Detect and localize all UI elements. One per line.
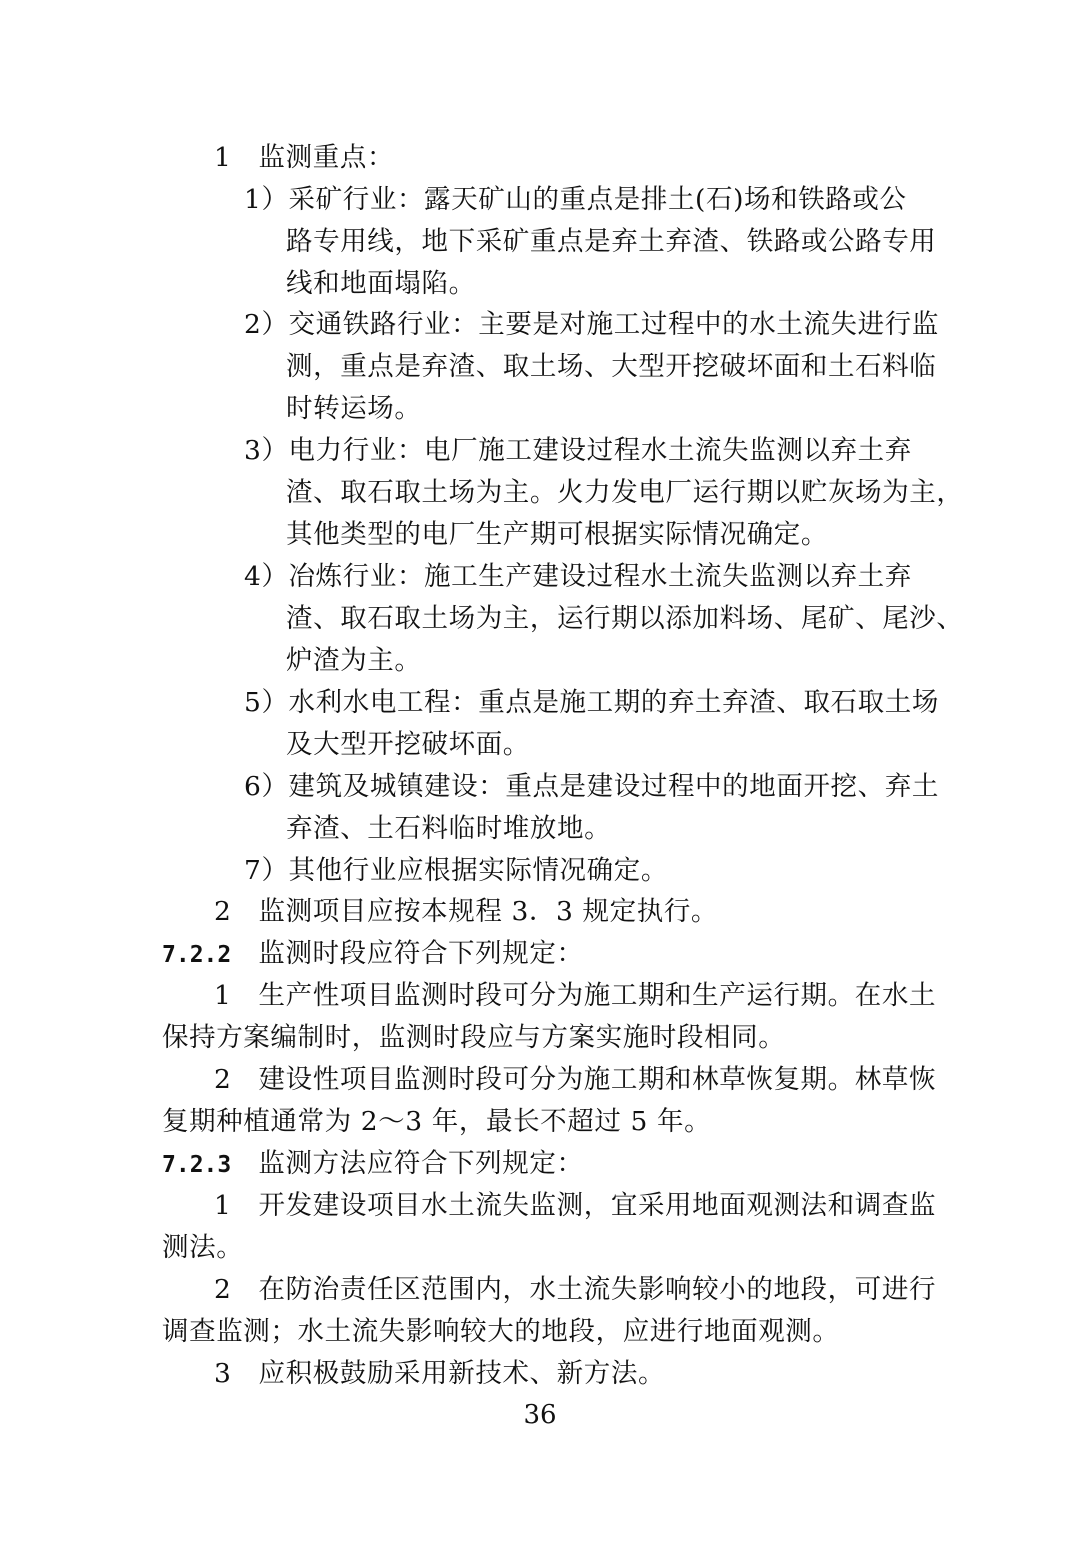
text-line: 5）水利水电工程：重点是施工期的弃土弃渣、取石取土场 bbox=[244, 687, 939, 718]
text-line: 渣、取石取土场为主。火力发电厂运行期以贮灰场为主， bbox=[286, 477, 964, 508]
section-title: 监测时段应符合下列规定： bbox=[258, 938, 584, 969]
text-line: 路专用线，地下采矿重点是弃土弃渣、铁路或公路专用 bbox=[286, 226, 937, 257]
text-line: 及大型开挖破坏面。 bbox=[286, 729, 530, 760]
section-heading bbox=[162, 935, 584, 973]
text-line: 3 应积极鼓励采用新技术、新方法。 bbox=[214, 1358, 666, 1389]
text-line: 测，重点是弃渣、取土场、大型开挖破坏面和土石料临 bbox=[286, 351, 937, 382]
text-line: 1 监测重点： bbox=[214, 142, 395, 173]
section-heading bbox=[162, 1145, 584, 1183]
text-line: 7）其他行业应根据实际情况确定。 bbox=[244, 855, 668, 886]
text-line: 4）冶炼行业：施工生产建设过程水土流失监测以弃土弃 bbox=[244, 561, 912, 592]
text-line: 1）采矿行业：露天矿山的重点是排土(石)场和铁路或公 bbox=[244, 184, 907, 215]
text-line: 2 建设性项目监测时段可分为施工期和林草恢复期。林草恢 bbox=[214, 1064, 937, 1095]
text-line: 3）电力行业：电厂施工建设过程水土流失监测以弃土弃 bbox=[244, 435, 912, 466]
text-line: 2 监测项目应按本规程 3．3 规定执行。 bbox=[214, 896, 719, 927]
section-title: 监测方法应符合下列规定： bbox=[258, 1148, 584, 1179]
text-line: 线和地面塌陷。 bbox=[286, 268, 476, 299]
section-number: 7.2.3 bbox=[162, 1152, 232, 1178]
page-number: 36 bbox=[523, 1400, 557, 1430]
section-number: 7.2.2 bbox=[162, 942, 232, 968]
text-line: 炉渣为主。 bbox=[286, 645, 422, 676]
text-line: 时转运场。 bbox=[286, 393, 422, 424]
text-line: 复期种植通常为 2～3 年，最长不超过 5 年。 bbox=[162, 1106, 712, 1137]
text-line: 弃渣、土石料临时堆放地。 bbox=[286, 813, 612, 844]
text-line: 6）建筑及城镇建设：重点是建设过程中的地面开挖、弃土 bbox=[244, 771, 939, 802]
text-line: 调查监测；水土流失影响较大的地段，应进行地面观测。 bbox=[162, 1316, 840, 1347]
text-line: 1 生产性项目监测时段可分为施工期和生产运行期。在水土 bbox=[214, 980, 937, 1011]
text-line: 测法。 bbox=[162, 1232, 244, 1263]
text-line: 保持方案编制时，监测时段应与方案实施时段相同。 bbox=[162, 1022, 786, 1053]
text-line: 其他类型的电厂生产期可根据实际情况确定。 bbox=[286, 519, 828, 550]
text-line: 2 在防治责任区范围内，水土流失影响较小的地段，可进行 bbox=[214, 1274, 937, 1305]
text-line: 2）交通铁路行业：主要是对施工过程中的水土流失进行监 bbox=[244, 309, 939, 340]
text-line: 1 开发建设项目水土流失监测，宜采用地面观测法和调查监 bbox=[214, 1190, 937, 1221]
text-line: 渣、取石取土场为主，运行期以添加料场、尾矿、尾沙、 bbox=[286, 603, 964, 634]
